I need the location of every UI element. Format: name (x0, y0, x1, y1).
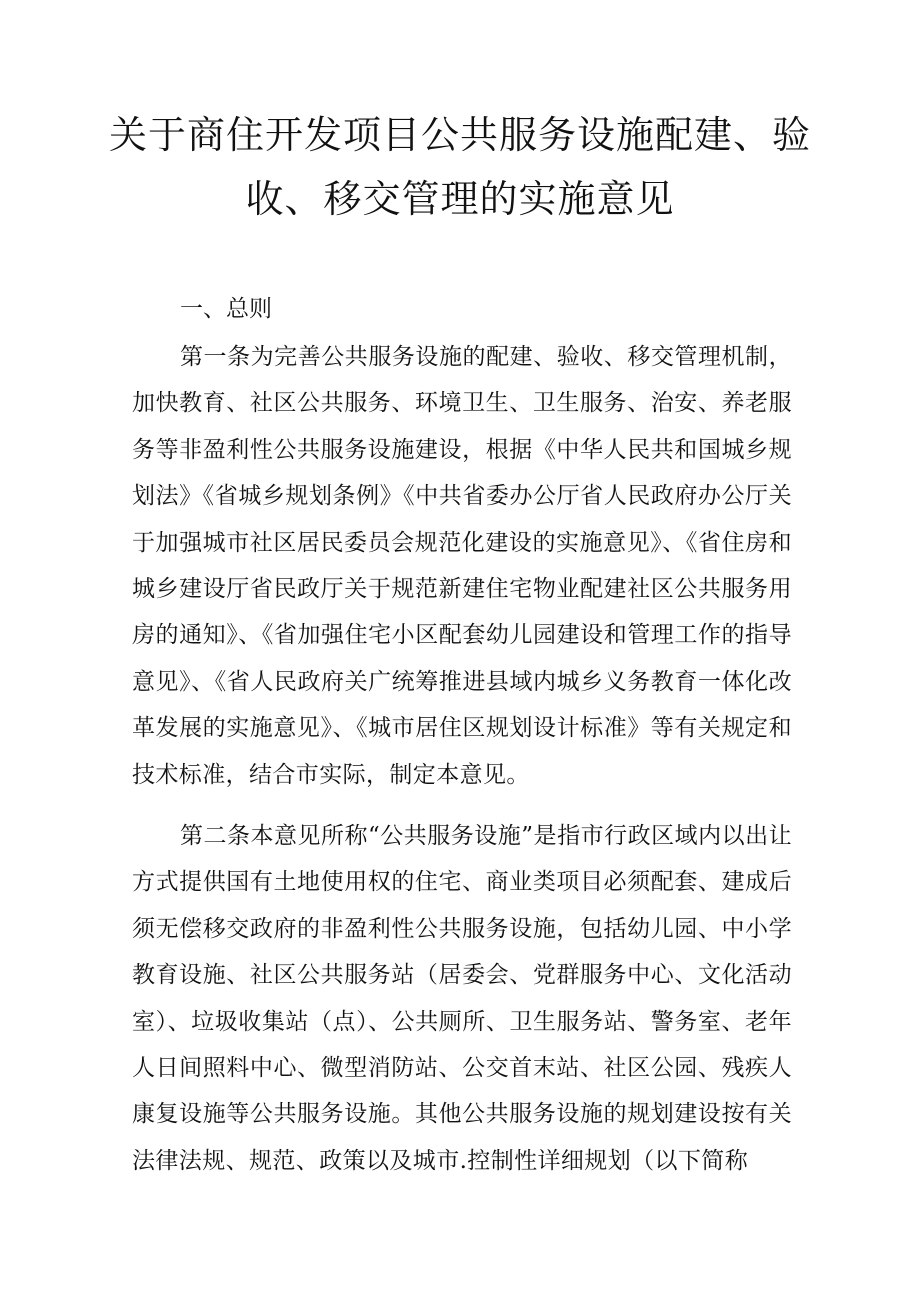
document-title-line-1: 关于商住开发项目公共服务设施配建、验 (108, 113, 811, 157)
paragraph-article-1: 第一条为完善公共服务设施的配建、验收、移交管理机制，加快教育、社区公共服务、环境卫生、卫生服务、治安、养老服务等非盈利性公共服务设施建设，根据《中华人民共和国城乡规划法》《省城乡规划条例》《中共省委办公厅省人民政府办公厅关于加强城市社区居民委员会规范化建设的实施意见》、《省住房和城乡建设厅省民政厅关于规范新建住宅物业配建社区公共服务用房的通知》、《省加强住宅小区配套幼儿园建设和管理工作的指导意见》、《省人民政府关广统筹推进县域内城乡义务教育一体化改革发展的实施意见》、《城市居住区规划设计标准》等有关规定和技术标准，结合市实际，制定本意见。 (132, 344, 792, 788)
document-title-line-2: 收、移交管理的实施意见 (245, 177, 675, 221)
paragraph-article-2: 第二条本意见所称“公共服务设施”是指市行政区域内以出让方式提供国有土地使用权的住宅、商业类项目必须配套、建成后须无偿移交政府的非盈利性公共服务设施，包括幼儿园、中小学教育设施、社区公共服务站（居委会、党群服务中心、文化活动室）、垃圾收集站（点）、公共厕所、卫生服务站、警务室、老年人日间照料中心、微型消防站、公交首末站、社区公园、残疾人康复设施等公共服务设施。其他公共服务设施的规划建设按有关法律法规、规范、政策以及城市.控制性详细规划（以下简称 (132, 823, 792, 1174)
section-heading: 一、总则 (180, 296, 272, 322)
